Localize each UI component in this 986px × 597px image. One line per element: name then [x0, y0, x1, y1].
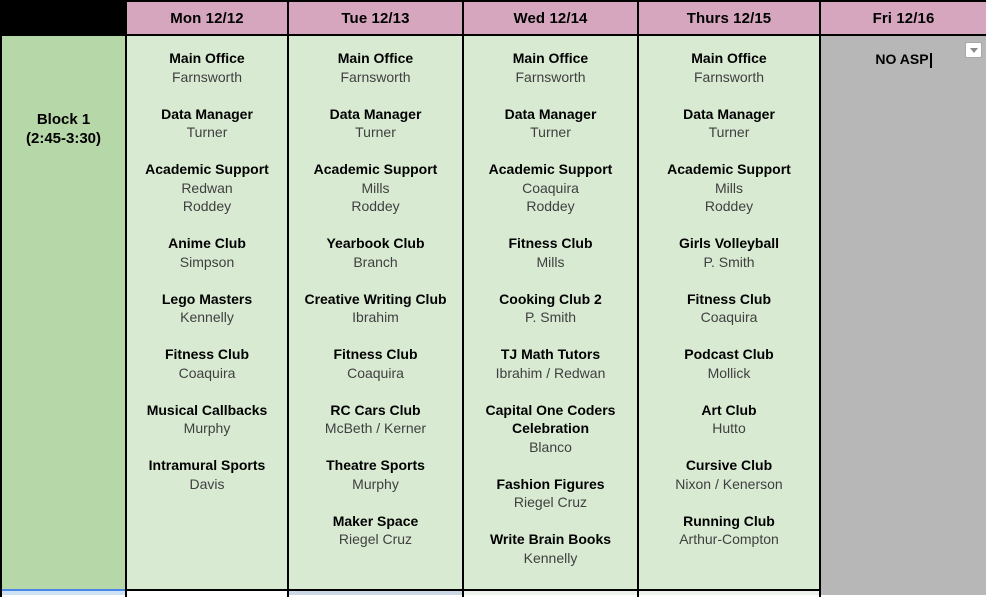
activity-staff: P. Smith	[524, 309, 577, 325]
activity-staff: Riegel Cruz	[513, 494, 588, 510]
activity-staff: Turner	[708, 124, 750, 140]
activity-name: Academic Support	[667, 161, 791, 177]
activity-name: Write Brain Books	[489, 531, 612, 547]
activity-name: Data Manager	[161, 105, 253, 122]
activity-staff: Farnsworth	[515, 68, 586, 85]
schedule-entry	[289, 345, 462, 382]
activity-name: Running Club	[683, 512, 775, 529]
schedule-entry	[464, 105, 637, 142]
block-1-cell[interactable]	[2, 36, 125, 589]
activity-staff: Nixon / Kenerson	[675, 475, 783, 492]
schedule-entry	[639, 512, 819, 549]
schedule-entry	[289, 456, 462, 493]
schedule-entry	[127, 49, 287, 86]
activity-staff: Murphy	[183, 420, 231, 436]
activity-name: Main Office	[512, 50, 589, 66]
activity-name: Cursive Club	[685, 457, 773, 473]
activity-staff: Kennelly	[523, 549, 578, 566]
fri-note-cell[interactable]	[821, 36, 986, 589]
activity-staff: Mollick	[707, 364, 751, 381]
schedule-entry	[127, 105, 287, 142]
activity-staff: Turner	[530, 124, 571, 140]
next-row-sliver	[639, 589, 819, 595]
schedule-entry	[289, 512, 462, 549]
column-header-wed[interactable]: Wed 12/14	[464, 2, 637, 36]
schedule-entry	[464, 49, 637, 86]
activity-name: Fitness Club	[333, 346, 418, 362]
schedule-entry	[127, 345, 287, 382]
schedule-entry	[289, 49, 462, 86]
activity-staff: Arthur-Compton	[679, 531, 779, 547]
activity-name: Musical Callbacks	[146, 401, 268, 418]
activity-staff: P. Smith	[703, 253, 755, 270]
activity-staff: Roddey	[704, 198, 754, 214]
activity-name: Capital One Coders Celebration	[485, 401, 616, 436]
schedule-entry	[127, 401, 287, 438]
activity-name: Intramural Sports	[148, 457, 266, 473]
next-row-sliver	[821, 589, 986, 595]
column-header-mon[interactable]: Mon 12/12	[127, 2, 287, 36]
schedule-entry	[464, 345, 637, 382]
activity-name: Cooking Club 2	[499, 290, 602, 307]
day-column-thurs	[639, 2, 821, 597]
next-row-sliver	[464, 589, 637, 595]
schedule-entry	[639, 49, 819, 86]
activity-staff: Farnsworth	[340, 68, 411, 85]
next-row-sliver	[2, 589, 125, 595]
schedule-entry	[289, 105, 462, 142]
activity-name: Anime Club	[168, 235, 246, 251]
block-column	[2, 2, 127, 597]
activity-staff: Kennelly	[180, 309, 234, 325]
schedule-entry	[639, 345, 819, 382]
activity-staff: Redwan	[181, 179, 233, 196]
activity-name: Academic Support	[488, 161, 613, 177]
schedule-entry	[464, 290, 637, 327]
activity-staff: Coaquira	[347, 364, 404, 381]
no-asp-note: NO ASP	[875, 51, 929, 67]
activity-staff: Branch	[353, 253, 398, 270]
activity-name: Lego Masters	[161, 290, 253, 307]
column-header-fri[interactable]: Fri 12/16	[821, 2, 986, 36]
wed-schedule-cell[interactable]	[464, 36, 637, 589]
schedule-entry	[639, 290, 819, 327]
activity-staff: Farnsworth	[693, 68, 765, 85]
activity-staff: McBeth / Kerner	[324, 420, 427, 436]
activity-staff: Mills	[361, 179, 390, 196]
activity-staff: Roddey	[526, 198, 575, 214]
tue-schedule-cell[interactable]	[289, 36, 462, 589]
day-column-tue	[289, 2, 464, 597]
activity-staff: Roddey	[182, 198, 232, 214]
activity-name: Fitness Club	[164, 346, 249, 362]
schedule-entry	[127, 160, 287, 216]
mon-schedule-cell[interactable]	[127, 36, 287, 589]
schedule-entry	[127, 234, 287, 271]
block-time: (2:45-3:30)	[25, 130, 102, 147]
activity-name: Academic Support	[145, 161, 269, 177]
activity-staff: Roddey	[351, 198, 400, 214]
activity-name: Data Manager	[504, 105, 597, 122]
activity-name: Data Manager	[683, 105, 775, 122]
activity-staff: Coaquira	[522, 179, 579, 196]
activity-staff: Mills	[536, 253, 565, 270]
activity-staff: Coaquira	[178, 364, 236, 381]
column-header-thurs[interactable]: Thurs 12/15	[639, 2, 819, 36]
activity-name: RC Cars Club	[330, 401, 421, 418]
activity-staff: Ibrahim / Redwan	[495, 364, 606, 381]
text-cursor	[930, 53, 932, 68]
activity-name: Fitness Club	[508, 235, 593, 251]
schedule-entry	[639, 401, 819, 438]
schedule-entry	[639, 105, 819, 142]
dropdown-button[interactable]	[965, 42, 982, 58]
activity-staff: Turner	[186, 124, 228, 140]
schedule-entry	[127, 456, 287, 493]
activity-name: Yearbook Club	[326, 235, 425, 251]
block-title: Block 1	[36, 111, 91, 128]
next-row-sliver	[289, 589, 462, 595]
schedule-entry	[289, 401, 462, 438]
activity-name: Main Office	[337, 50, 414, 66]
activity-name: Main Office	[691, 50, 767, 66]
schedule-entry	[639, 456, 819, 493]
schedule-entry	[464, 475, 637, 512]
schedule-entry	[289, 234, 462, 271]
next-row-sliver	[127, 589, 287, 595]
schedule-entry	[639, 160, 819, 216]
activity-name: Data Manager	[329, 105, 422, 122]
activity-staff: Davis	[189, 475, 225, 492]
activity-name: Art Club	[701, 401, 757, 418]
activity-name: Academic Support	[313, 161, 438, 177]
thurs-schedule-cell[interactable]	[639, 36, 819, 589]
activity-staff: Ibrahim	[352, 309, 399, 325]
activity-name: Fitness Club	[686, 290, 771, 307]
activity-staff: Mills	[715, 179, 743, 196]
activity-name: Maker Space	[332, 512, 419, 529]
activity-staff: Simpson	[179, 253, 235, 270]
activity-staff: Turner	[355, 124, 396, 140]
schedule-entry	[464, 530, 637, 567]
schedule-entry	[464, 160, 637, 216]
activity-name: Main Office	[169, 50, 245, 66]
corner-cell[interactable]	[2, 2, 125, 36]
activity-staff: Blanco	[529, 438, 572, 455]
activity-staff: Riegel Cruz	[338, 531, 413, 547]
activity-name: TJ Math Tutors	[500, 346, 601, 362]
activity-staff: Hutto	[712, 420, 746, 436]
activity-name: Fashion Figures	[496, 475, 605, 492]
schedule-entry	[639, 234, 819, 271]
schedule-entry	[289, 290, 462, 327]
column-header-tue[interactable]: Tue 12/13	[289, 2, 462, 36]
chevron-down-icon	[970, 48, 978, 53]
schedule-entry	[289, 160, 462, 216]
activity-name: Podcast Club	[684, 346, 774, 362]
activity-name: Creative Writing Club	[304, 290, 447, 307]
day-column-mon	[127, 2, 289, 597]
day-column-fri	[821, 2, 986, 597]
schedule-entry	[464, 401, 637, 457]
activity-staff: Farnsworth	[171, 68, 243, 85]
activity-staff: Murphy	[352, 475, 399, 492]
activity-staff: Coaquira	[700, 309, 758, 325]
activity-name: Girls Volleyball	[678, 235, 780, 251]
activity-name: Theatre Sports	[326, 457, 425, 473]
schedule-entry	[127, 290, 287, 327]
schedule-entry	[464, 234, 637, 271]
day-column-wed	[464, 2, 639, 597]
